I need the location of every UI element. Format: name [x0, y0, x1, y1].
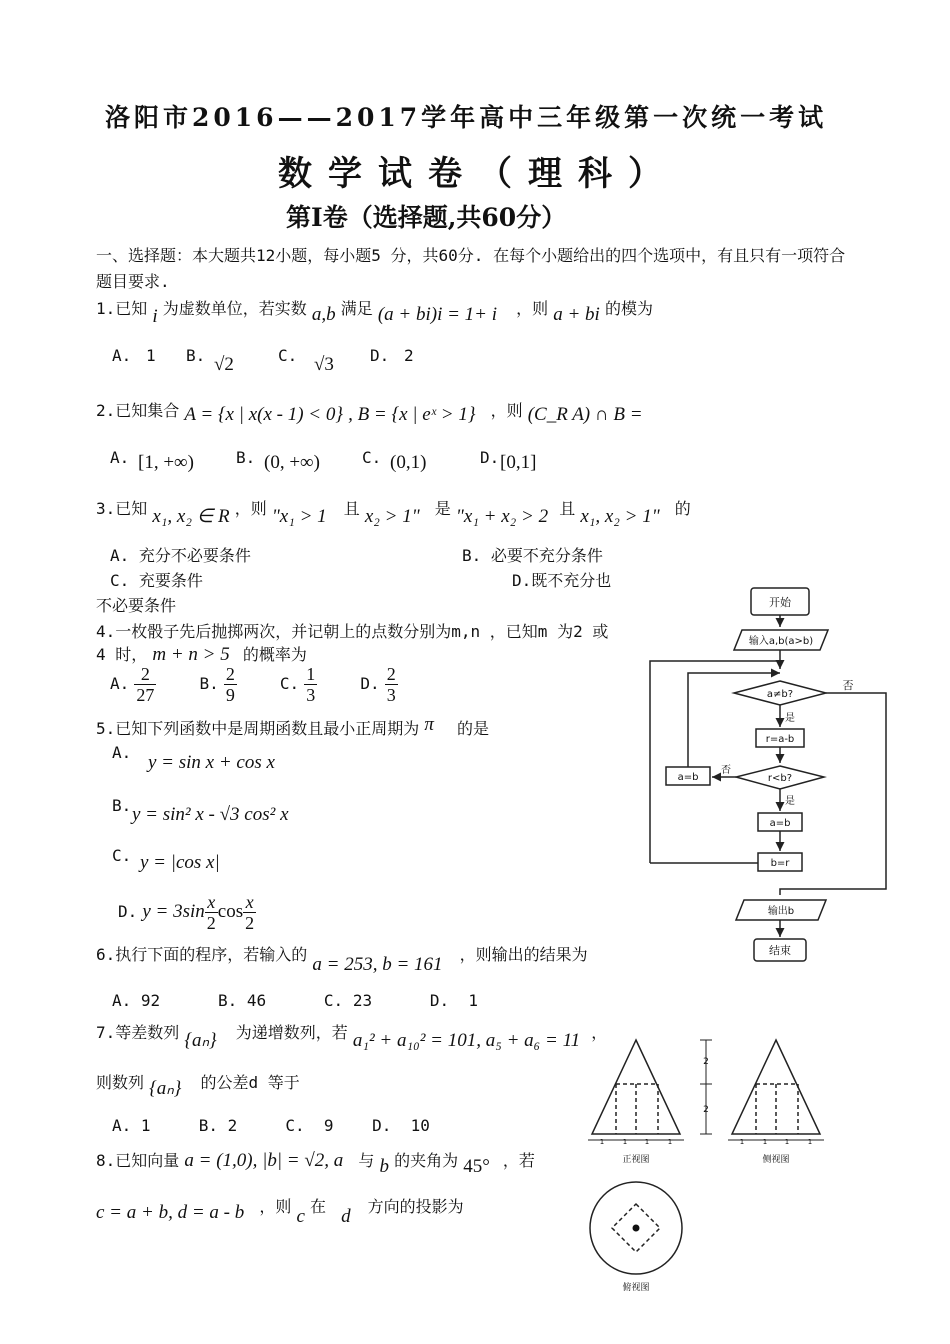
- q1-text-4: 的模为: [604, 299, 653, 318]
- q3-part-1: x₁, x₂ ∈ R: [152, 506, 230, 527]
- front-tick-4: 1: [667, 1138, 673, 1146]
- q7-options: A. 1 B. 2 C. 9 D. 10: [112, 1116, 430, 1135]
- q4-line-2-text: 4 时，: [96, 645, 148, 664]
- q8-text-6: 方向的投影为: [367, 1197, 464, 1216]
- flow-start-label: 开始: [769, 596, 791, 609]
- q2-opt-d-label: D.: [480, 448, 500, 467]
- section-title: 第Ⅰ卷（选择题,共60分）: [286, 203, 567, 232]
- q5-frac-2-num: x: [243, 892, 256, 913]
- q8-text-1: 与: [358, 1151, 375, 1170]
- q8-vector: a = (1,0), |b| = √2, a: [184, 1150, 344, 1171]
- question-5: [96, 716, 489, 740]
- question-1: [96, 296, 653, 327]
- q5-opt-c-label: C.: [112, 846, 132, 865]
- flow-cond2-label: r<b?: [767, 773, 793, 784]
- q1-opt-d-label: D.: [370, 346, 390, 365]
- q8-text-3: ，若: [502, 1151, 535, 1170]
- q7-line-2: [96, 1070, 300, 1099]
- q8-cd: c = a + b, d = a - b: [96, 1202, 245, 1223]
- q3-part-0: 3.已知: [96, 499, 148, 518]
- q5-opt-a-label: A.: [112, 743, 132, 762]
- q4-opt-d-label: D.: [360, 674, 380, 693]
- q3-part-8: 且: [559, 499, 576, 518]
- flow-step1-label: r=a-b: [765, 734, 795, 745]
- q2-opt-b: (0, +∞): [264, 452, 320, 473]
- q1-text-2: 满足: [340, 299, 373, 318]
- q3-opt-b: B. 必要不充分条件: [462, 546, 603, 565]
- question-2: [96, 398, 643, 425]
- q7-line-2-tail: 的公差d 等于: [200, 1073, 300, 1092]
- q5-stem: 5.已知下列函数中是周期函数且最小正周期为: [96, 719, 420, 738]
- flow-step3-label: b=r: [770, 858, 790, 869]
- q4-opt-b-label: B.: [199, 674, 219, 693]
- q1-opt-a: 1: [146, 346, 156, 365]
- flow-no1-label: 否: [842, 679, 854, 692]
- q7-tail: ，: [591, 1023, 608, 1042]
- q3-opt-c: C. 充要条件: [110, 571, 203, 590]
- q4-opt-b-frac: [224, 664, 237, 705]
- q1-var-ab: a,b: [311, 304, 336, 325]
- q1-text-1: 为虚数单位，若实数: [162, 299, 307, 318]
- q5-opt-d-frac-1: [205, 892, 218, 933]
- q4-opt-b-num: 2: [225, 664, 235, 684]
- flow-output-label: 输出b: [767, 906, 795, 917]
- q4-opt-d-den: 3: [386, 685, 396, 705]
- q2-opt-c-label: C.: [362, 448, 382, 467]
- q5-frac-2-den: 2: [245, 913, 255, 933]
- q7-line-2-text: 则数列: [96, 1073, 145, 1092]
- q1-opt-a-label: A.: [112, 346, 132, 365]
- q2-opt-a: [1, +∞): [138, 452, 194, 473]
- q1-opt-b: √2: [214, 354, 234, 375]
- top-view-center-dot: [633, 1225, 640, 1232]
- q4-opt-c-num: 1: [306, 664, 316, 684]
- q5-opt-a: y = sin x + cos x: [148, 752, 275, 773]
- q8-text-2: 的夹角为: [394, 1151, 459, 1170]
- q2-opt-c: (0,1): [390, 452, 427, 473]
- side-view-label: 侧视图: [762, 1155, 790, 1165]
- q4-opt-d-num: 2: [386, 664, 396, 684]
- q2-opt-b-label: B.: [236, 448, 256, 467]
- q8-d: d: [341, 1206, 351, 1227]
- q3-part-9: x₁, x₂ > 1": [580, 506, 660, 527]
- flow-input-label: 输入a,b(a>b): [748, 636, 814, 647]
- q2-opt-a-label: A.: [110, 448, 130, 467]
- q4-line-2-tail: 的概率为: [242, 645, 307, 664]
- q8-text-5: 在: [309, 1197, 326, 1216]
- q3-part-7: "x₁ + x₂ > 2: [455, 506, 549, 527]
- top-view-label: 俯视图: [622, 1283, 650, 1293]
- q4-opt-a-num: 2: [134, 664, 156, 685]
- q1-equation: (a + bi)i = 1+ i: [377, 304, 498, 325]
- side-tick-1: 1: [739, 1138, 745, 1146]
- q2-text: ，则: [490, 401, 523, 420]
- q5-opt-d: [118, 892, 256, 933]
- q5-tail: 的是: [457, 719, 490, 738]
- q5-opt-d-label: D.: [118, 902, 138, 921]
- q7-mid: 为递增数列，若: [235, 1023, 348, 1042]
- front-tick-1: 1: [599, 1138, 605, 1146]
- q8-angle: 45°: [463, 1156, 490, 1177]
- q3-part-4: 且: [343, 499, 360, 518]
- q3-part-2: ，则: [234, 499, 267, 518]
- q1-opt-d: 2: [404, 346, 414, 365]
- q4-condition: m + n > 5: [152, 644, 230, 665]
- flow-yes2-label: 是: [785, 796, 795, 807]
- q2-expression: (C_R A) ∩ B =: [527, 404, 643, 425]
- question-6: [96, 942, 588, 975]
- q4-opt-a-label: A.: [110, 674, 130, 693]
- q4-opt-b-den: 9: [225, 685, 235, 705]
- q1-expression: a + bi: [553, 304, 600, 325]
- instructions-line-1: 一、选择题：本大题共12小题，每小题5 分，共60分. 在每个小题给出的四个选项中，有且只有一项符合: [96, 246, 846, 265]
- three-views-figure: [580, 1032, 840, 1297]
- q4-opt-c-den: 3: [306, 685, 316, 705]
- paper-subtitle: 数学试卷（理科）: [278, 154, 678, 194]
- flow-no2-label: 否: [721, 765, 731, 776]
- flow-cond1-label: a≠b?: [766, 689, 794, 700]
- q8-line-2: [96, 1194, 464, 1227]
- q2-opt-d: [0,1]: [500, 452, 537, 473]
- flow-assign-a-label: a=b: [677, 772, 699, 783]
- q7-seq-2: {aₙ}: [149, 1078, 182, 1099]
- q1-opt-c: √3: [314, 354, 334, 375]
- q5-frac-1-num: x: [205, 892, 218, 913]
- q3-part-3: "x₁ > 1: [271, 506, 327, 527]
- side-tick-3: 1: [784, 1138, 790, 1146]
- q4-opt-a-frac: [134, 664, 156, 705]
- q5-pi: π: [424, 714, 434, 735]
- q1-opt-b-label: B.: [186, 346, 206, 365]
- q2-set-b: , B = {x | eˣ > 1}: [348, 404, 476, 425]
- q3-part-5: x₂ > 1": [364, 506, 420, 527]
- q5-opt-b-label: B.: [112, 796, 132, 815]
- flow-step2-label: a=b: [769, 818, 791, 829]
- q6-tail: ，则输出的结果为: [459, 945, 588, 964]
- q3-part-6: 是: [434, 499, 451, 518]
- front-view-label: 正视图: [622, 1155, 650, 1165]
- dim-label-bottom: 2: [703, 1105, 709, 1115]
- q7-stem: 7.等差数列: [96, 1023, 180, 1042]
- exam-title: 洛阳市2016——2017学年高中三年级第一次统一考试: [105, 103, 828, 132]
- q3-opt-d-cont: 不必要条件: [96, 596, 177, 615]
- q5-opt-c: y = |cos x|: [140, 852, 220, 873]
- q2-set-a: A = {x | x(x - 1) < 0}: [184, 404, 343, 425]
- q4-options: [110, 664, 398, 705]
- q5-frac-1-den: 2: [206, 913, 216, 933]
- q6-options: A. 92 B. 46 C. 23 D. 1: [112, 991, 479, 1010]
- q1-stem: 1.已知: [96, 299, 148, 318]
- front-tick-2: 1: [622, 1138, 628, 1146]
- q2-stem: 2.已知集合: [96, 401, 180, 420]
- q7-condition: a₁² + a₁₀² = 101, a₅ + a₆ = 11: [352, 1030, 581, 1051]
- q4-opt-c-label: C.: [279, 674, 300, 693]
- side-tick-4: 1: [807, 1138, 813, 1146]
- q3-opt-d: D.既不充分也: [512, 571, 612, 590]
- q4-opt-c-frac: [304, 664, 317, 705]
- q4-line-2: [96, 642, 307, 666]
- q5-opt-d-mid: cos: [217, 901, 244, 922]
- q8-b: b: [379, 1156, 389, 1177]
- q5-opt-b: y = sin² x - √3 cos² x: [132, 804, 289, 825]
- q5-opt-d-pre: y = 3sin: [142, 901, 205, 922]
- q3-part-10: 的: [674, 499, 691, 518]
- question-8: [96, 1148, 535, 1177]
- q6-stem: 6.执行下面的程序，若输入的: [96, 945, 308, 964]
- q4-opt-a-den: 27: [136, 685, 155, 705]
- q8-stem: 8.已知向量: [96, 1151, 180, 1170]
- flowchart: [640, 585, 900, 970]
- q1-opt-c-label: C.: [278, 346, 298, 365]
- q7-seq: {aₙ}: [184, 1030, 217, 1051]
- q5-opt-d-frac-2: [243, 892, 256, 933]
- side-tick-2: 1: [762, 1138, 768, 1146]
- flow-yes1-label: 是: [785, 713, 795, 724]
- q1-var-i: i: [152, 306, 158, 327]
- q3-opt-a: A. 充分不必要条件: [110, 546, 251, 565]
- flow-end-label: 结束: [769, 944, 791, 957]
- front-tick-3: 1: [644, 1138, 650, 1146]
- q4-line-1: 4.一枚骰子先后抛掷两次，并记朝上的点数分别为m,n ，已知m 为2 或: [96, 622, 609, 641]
- q8-text-4: ，则: [259, 1197, 292, 1216]
- q1-text-3: ，则: [516, 299, 549, 318]
- q6-input: a = 253, b = 161: [312, 954, 443, 975]
- instructions-line-2: 题目要求.: [96, 272, 170, 291]
- q8-c: c: [296, 1206, 305, 1227]
- question-7: [96, 1020, 608, 1051]
- question-3: [96, 496, 691, 527]
- dim-label-top: 2: [703, 1057, 709, 1067]
- q4-opt-d-frac: [385, 664, 398, 705]
